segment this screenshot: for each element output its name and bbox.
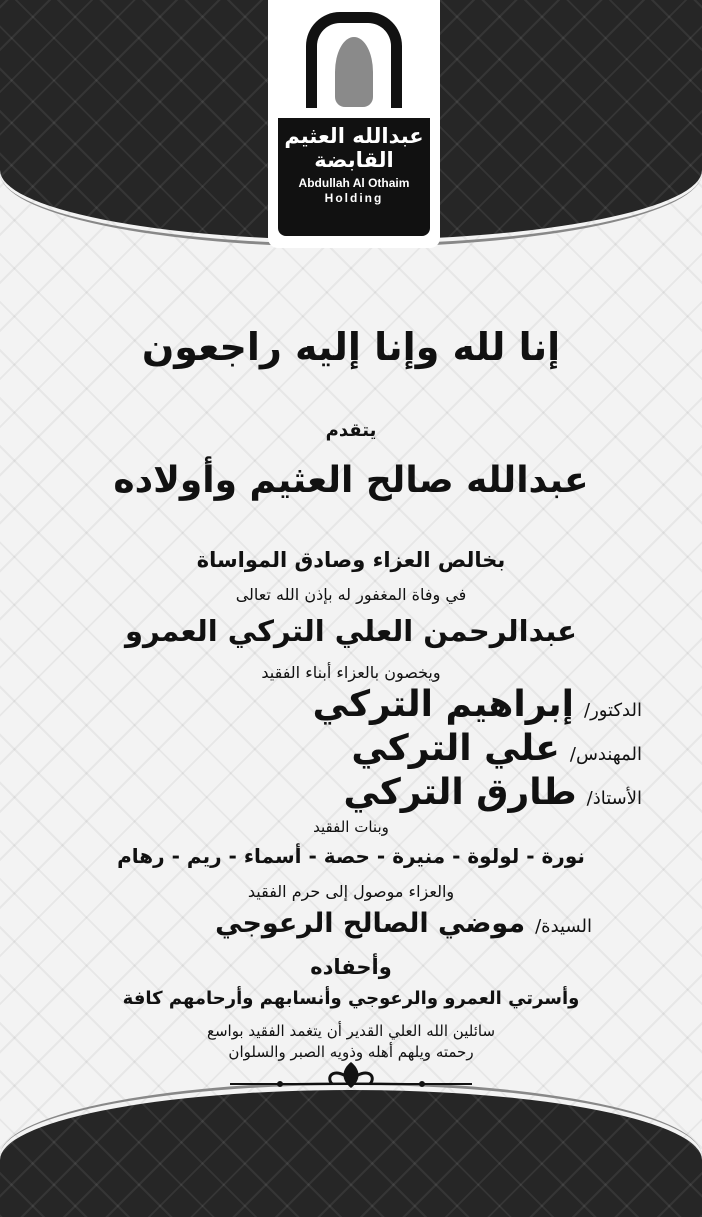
logo-emblem-icon — [306, 12, 402, 108]
daughters-names: نورة - لولوة - منيرة - حصة - أسماء - ريم - رهام — [117, 844, 585, 868]
son-row — [60, 772, 642, 813]
son-row — [60, 684, 642, 725]
son-name: إبراهيم التركي — [312, 684, 574, 725]
logo-arabic-name: عبدالله العثيم — [284, 124, 424, 148]
logo-english-name: Abdullah Al Othaim — [298, 176, 410, 190]
floral-ornament-icon — [220, 1060, 482, 1090]
death-intro: في وفاة المغفور له بإذن الله تعالى — [235, 585, 467, 604]
logo-english-holding: Holding — [324, 191, 384, 205]
son-title: المهندس/ — [569, 744, 642, 765]
condolence-heading: بخالص العزاء وصادق المواساة — [196, 548, 506, 572]
widow-intro: والعزاء موصول إلى حرم الفقيد — [247, 882, 455, 901]
son-title: الدكتور/ — [584, 700, 642, 721]
son-title: الأستاذ/ — [586, 788, 642, 809]
widow-row — [100, 908, 592, 939]
bottom-curve-line — [0, 1082, 702, 1217]
logo-arabic-holding: القابضة — [314, 148, 394, 172]
daughters-intro: وبنات الفقيد — [313, 818, 389, 836]
families-line: وأسرتي العمرو والرعوجي وأنسابهم وأرحامهم كافة — [122, 988, 580, 1009]
deceased-name: عبدالرحمن العلي التركي العمرو — [125, 614, 577, 648]
presents-label: يتقدم — [325, 420, 377, 441]
widow-name: موضي الصالح الرعوجي — [215, 908, 526, 939]
widow-title: السيدة/ — [535, 916, 592, 937]
prayer-line-1: سائلين الله العلي القدير أن يتغمد الفقيد بواسع — [206, 1022, 496, 1040]
son-name: طارق التركي — [343, 772, 577, 813]
grandchildren-label: وأحفاده — [310, 955, 392, 979]
son-row — [60, 728, 642, 769]
company-logo — [268, 0, 440, 248]
sons-intro: ويخصون بالعزاء أبناء الفقيد — [261, 663, 441, 682]
quran-verse: إنا لله وإنا إليه راجعون — [141, 325, 561, 369]
son-name: علي التركي — [351, 728, 560, 769]
sender-name: عبدالله صالح العثيم وأولاده — [113, 460, 589, 501]
prayer-line-2: رحمته ويلهم أهله وذويه الصبر والسلوان — [228, 1043, 474, 1061]
